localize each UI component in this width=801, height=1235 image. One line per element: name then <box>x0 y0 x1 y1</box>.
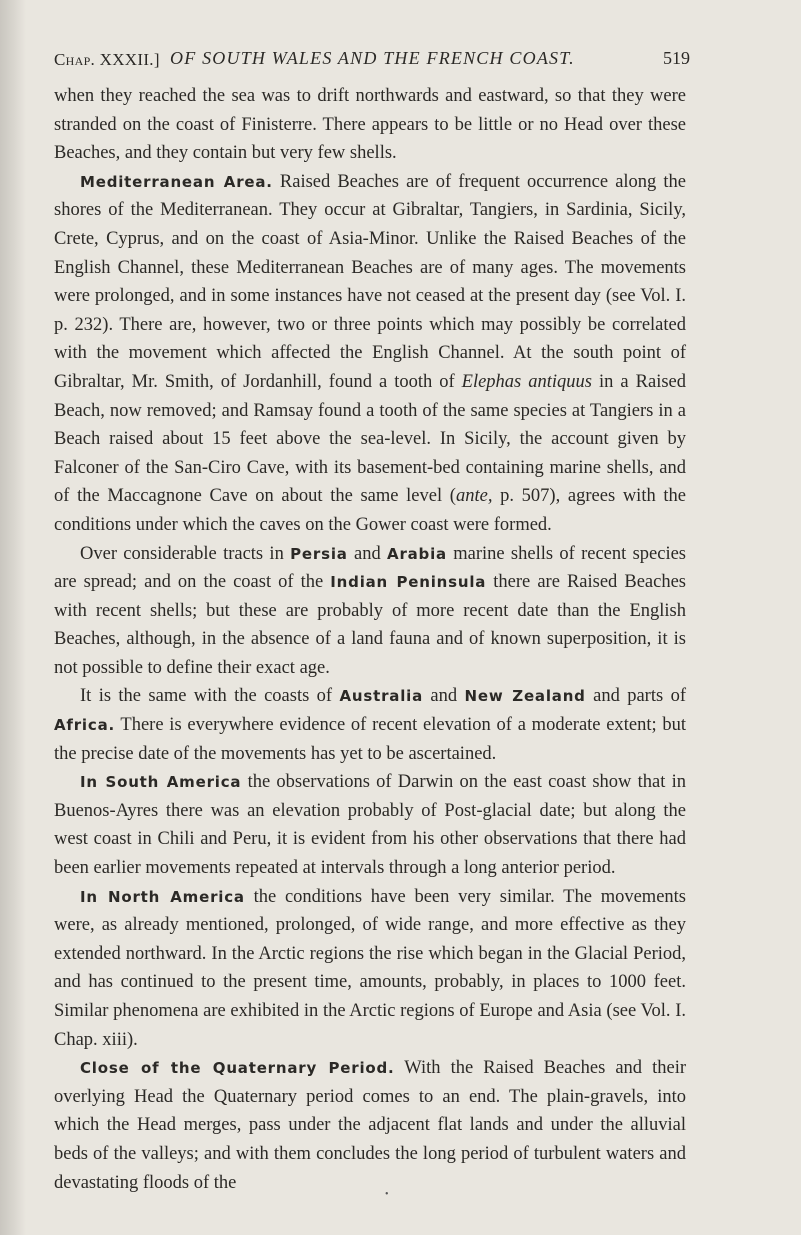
keyword-arabia: Arabia <box>387 544 447 563</box>
book-page <box>54 42 690 1197</box>
paragraph-north-america: In North America the conditions have been very similar. The movements were, as already mentioned, prolonged, of wide range, and more effective as they extended northward. In the Arctic regions the rise which began in the Glacial Period, and has continued to the present time, amounts, probably, in places to 1000 feet. Similar phenomena are exhibited in the Arctic regions of Europe and Asia (see Vol. I. Chap. xiii). <box>54 886 686 1050</box>
page-number: 519 <box>663 48 690 68</box>
paragraph-finisterre: when they reached the sea was to drift northwards and eastward, so that they were stranded on the coast of Finisterre. There appears to be little or no Head over these Beaches, and they contain but very few shells. <box>54 86 686 164</box>
chapter-label: Chap. XXXII.] <box>54 50 160 69</box>
page-binding-shadow <box>0 0 26 1235</box>
keyword-persia: Persia <box>290 544 348 563</box>
species-name: Elephas antiquus <box>461 371 592 392</box>
paragraph-persia-arabia: Over considerable tracts in Persia and Arabia marine shells of recent species are spread; and on the coast of the Indian Peninsula there are Raised Beaches with recent shells; but these are probably of more recent date than the English Beaches, although, in the absence of a land fauna and of known superposition, it is not possible to define their exact age. <box>54 543 687 678</box>
paragraph-mediterranean: Mediterranean Area. Raised Beaches are of frequent occurrence along the shores of the Mediterranean. They occur at Gibraltar, Tangiers, in Sardinia, Sicily, Crete, Cyprus, and on the coast of Asia-Minor. Unlike the Raised Beaches of the English Channel, these Mediterranean Beaches are of many ages. The movements were prolonged, and in some instances have not ceased at the present day (see Vol. I. p. 232). There are, however, two or three points which may possibly be correlated with the movement which affected the English Channel. At the south point of Gibraltar, Mr. Smith, of Jordanhill, found a tooth of Elephas antiquus in a Raised Beach, now removed; and Ramsay found a tooth of the same species at Tangiers in a Beach raised about 15 feet above the sea-level. In Sicily, the account given by Falconer of the San-Ciro Cave, with its basement-bed containing marine shells, and of the Maccagnone Cave on about the same level (ante, p. 507), agrees with the conditions under which the caves on the Gower coast were formed. <box>54 171 686 535</box>
body-text <box>54 82 686 1197</box>
page-header <box>54 42 690 82</box>
keyword-new-zealand: New Zealand <box>464 687 586 706</box>
section-heading-close-quaternary: Close of the Quaternary Period. <box>80 1059 395 1078</box>
section-heading-mediterranean: Mediterranean Area. <box>80 172 273 191</box>
ante-reference: ante, <box>455 486 493 507</box>
paragraph-close-quaternary: Close of the Quaternary Period. With the Raised Beaches and their overlying Head the Quaternary period comes to an end. The plain-gravels, into which the Head merges, pass under the adjacent flat lands and under the alluvial beds of the valleys; and with them concludes the long period of turbulent waters and devastating floods of the <box>54 1058 686 1193</box>
keyword-africa: Africa. <box>54 716 115 735</box>
section-heading-north-america: In North America <box>80 887 245 906</box>
footer-printer-mark: • <box>385 1189 389 1200</box>
paragraph-south-america: In South America the observations of Darwin on the east coast show that in Buenos-Ayres there was an elevation probably of Post-glacial date; but along the west coast in Chili and Peru, it is evident from his other observations that there had been earlier movements repeated at intervals through a long anterior period. <box>54 772 686 879</box>
keyword-indian-peninsula: Indian Peninsula <box>330 573 487 592</box>
section-heading-south-america: In South America <box>80 773 242 792</box>
keyword-australia: Australia <box>339 687 423 706</box>
running-title: OF SOUTH WALES AND THE FRENCH COAST. <box>170 48 575 68</box>
paragraph-australia: It is the same with the coasts of Australia and New Zealand and parts of Africa. There is everywhere evidence of recent elevation of a moderate extent; but the precise date of the movements has yet to be ascertained. <box>54 686 686 764</box>
